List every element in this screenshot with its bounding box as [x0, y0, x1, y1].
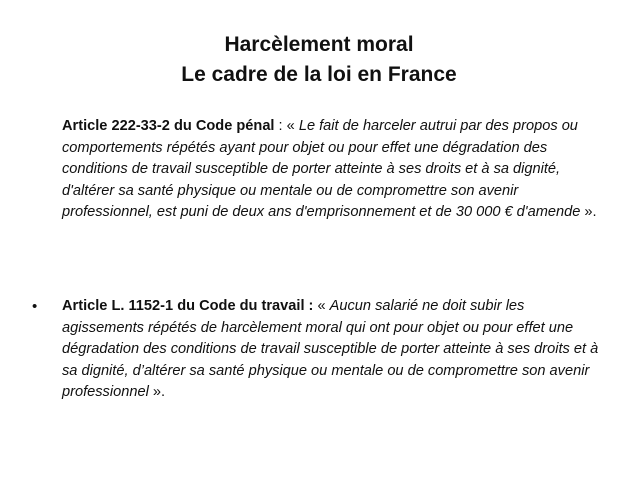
article-penal-close-quote: ». — [580, 204, 597, 220]
title-line-1: Harcèlement moral — [224, 33, 414, 56]
article-travail-paragraph — [62, 296, 602, 404]
article-travail-label: Article L. 1152-1 du Code du travail : — [62, 298, 314, 314]
title-line-2: Le cadre de la loi en France — [181, 63, 457, 86]
article-penal-quote: Le fait de harceler autrui par des propos ou comportements répétés ayant pour objet ou pour effet une dégradation des conditions de travail susceptible de porter atteinte à ses droits et à sa dignité, d'altérer sa santé physique ou mentale ou de compromettre son avenir professionnel, est puni de deux ans d'emprisonnement et de 30 000 € d'amende — [62, 118, 581, 220]
article-travail-open-quote: « — [313, 298, 330, 314]
article-penal-open-quote: : « — [274, 118, 299, 134]
bullet-marker: • — [32, 298, 38, 315]
article-travail-quote: Aucun salarié ne doit subir les agissements répétés de harcèlement moral qui ont pour objet ou pour effet une dégradation des conditions de travail susceptible de porter atteinte à ses droits et à sa dignité, d’altérer sa santé physique ou mentale ou de compromettre son avenir professionnel — [62, 298, 599, 400]
slide-title — [0, 30, 638, 90]
article-penal-label: Article 222-33-2 du Code pénal — [62, 118, 275, 134]
article-penal-paragraph — [62, 116, 602, 224]
article-travail-close-quote: ». — [148, 384, 166, 400]
